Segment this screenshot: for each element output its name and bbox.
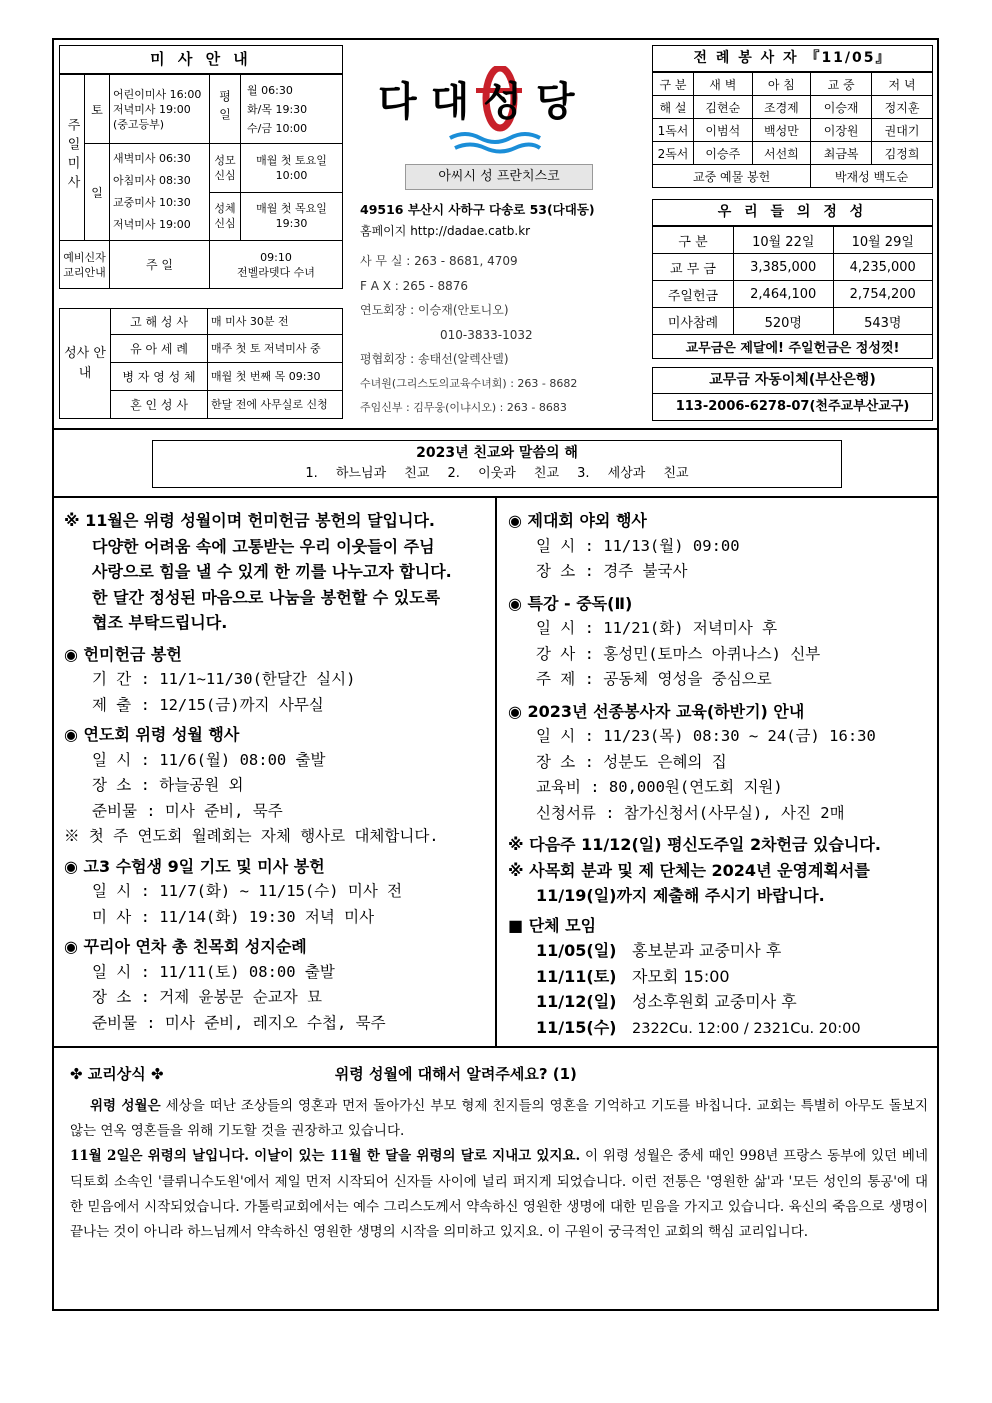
banner-title: 2023년 친교와 말씀의 해 [416,445,578,461]
doctrine-paragraph: 11월 2일은 위령의 날입니다. 이날이 있는 11월 한 달을 위령의 달로 지내고 있지요. 이 위령 성월은 중세 때인 998년 프랑스 동부에 있던 베네딕토회 소속인 '클뤼니수도원'에서 제일 먼저 시작되어 신자들 사이에 널리 퍼지게 되었습니다. 이런 전통은 '영원한 삶'과 '모든 성인의 통공'에 대한 믿음에서 시작되었습니다. 가톨릭교회에서는 예수 그리스도께서 약속하신 영원한 생명에 대한 믿음을 가지고 있습니다. 육신의 죽음으로 생명이 끝나는 것이 아니라 하느님께서 약속하신 영원한 생명의 시작을 의미하고 있지요. 이 구원이 궁극적인 교회의 핵심 교리입니다. [70,1148,928,1241]
divider [52,428,939,430]
parish-name: 다대성당 [378,79,589,125]
sacrament-name: 병 자 영 성 체 [111,363,208,391]
doctrine-label: ✤ 교리상식 ✤ [70,1065,164,1083]
section-title: ◉ 헌미헌금 봉헌 [64,644,182,664]
servers-box [652,45,933,188]
section-line: 강 사 : 홍성민(토마스 아퀴나스) 신부 [536,644,821,663]
elder-leader: 연도회장 : 이승재(안토니오) [360,303,509,317]
section-title: ◉ 꾸리아 연차 총 친목회 성지순례 [64,937,307,956]
section-line: 일 시 : 11/23(목) 08:30 ~ 24(금) 16:30 [536,727,876,745]
parish-homepage: 홈페이지 http://dadae.catb.kr [360,223,531,238]
catechumen-day: 주 일 [110,241,210,289]
parish-fax: F A X : 265 - 8876 [360,278,469,293]
servers-title: 전 례 봉 사 자 『11/05』 [652,45,933,72]
weekday-label: 평일 [210,75,241,144]
parish-info [360,198,646,421]
doctrine-paragraph: 위령 성월은 세상을 떠난 조상들의 영혼과 먼저 돌아가신 부모 형제 친지들의 영혼을 기억하고 기도를 바칩니다. 교회는 특별히 아무도 돌보지 않는 연옥 영혼들을 위해 기도할 것을 권장하고 있습니다. [70,1098,929,1140]
servers-table: 구 분 새 벽 아 침 교 중 저 녁 해 설 김현순 조경제 이승재 정지훈 1독서 이범석 백성만 이장원 권대기 2독서 이승주 서선희 최금복 김정희 교중 예물 봉헌 박재성 백도순 [652,72,933,188]
parish-office: 사 무 실 : 263 - 8681, 4709 [360,254,518,268]
finance-title: 우 리 들 의 정 성 [652,199,933,226]
section-line: 주 제 : 공동체 영성을 중심으로 [536,670,772,688]
sacraments-table [59,308,343,419]
sunday-label: 주일미사 [60,75,85,241]
section-title: ◉ 고3 수험생 9일 기도 및 미사 봉헌 [64,856,325,876]
section-note: 11/19(일)까지 제출해 주시기 바랍니다. [536,886,825,905]
sacrament-name: 고 해 성 사 [111,309,208,335]
finance-box [652,199,933,359]
divider [52,1046,939,1048]
convent: 수녀원(그리스도의교육수녀회) : 263 - 8682 [360,376,578,390]
devotion-cells: 성모 신심 매월 첫 토요일 10:00 성체 신심 매월 첫 목요일 19:30 [210,144,343,241]
intro-line: 다양한 어려움 속에 고통받는 우리 이웃들이 주님 [92,536,435,556]
section-title: ◉ 특강 - 중독(Ⅱ) [508,593,633,613]
autopay-title: 교무금 자동이체(부산은행) [652,367,933,394]
doctrine-section [70,1060,928,1245]
intro-line: 협조 부탁드립니다. [92,613,228,632]
parish-address: 49516 부산시 사하구 다송로 53(다대동) [360,202,595,217]
sun-times: 새벽미사 06:30 아침미사 08:30 교중미사 10:30 저녁미사 19:00 [110,144,210,241]
column-divider [495,496,497,1046]
section-title: ◉ 제대회 야외 행사 [508,511,647,530]
year-banner [152,440,842,488]
section-note: ※ 사목회 분과 및 제 단체는 2024년 운영계획서를 [508,860,870,880]
parish-patron: 아씨시 성 프란치스코 [405,164,593,190]
sacrament-name: 유 아 세 례 [111,335,208,363]
banner-items: 1. 하느님과 친교 2. 이웃과 친교 3. 세상과 친교 [305,466,689,481]
sacrament-name: 혼 인 성 사 [111,391,208,419]
elder-phone: 010-3833-1032 [440,327,533,342]
sun-label: 일 [85,144,110,241]
section-line: 일 시 : 11/7(화) ~ 11/15(수) 미사 전 [92,882,403,900]
meeting-row: 11/11(토) 자모회 15:00 [536,966,730,986]
section-title: ◉ 연도회 위령 성월 행사 [64,725,240,744]
section-line: 장 소 : 하늘공원 외 [92,776,244,794]
section-line: 신청서류 : 참가신청서(사무실), 사진 2매 [536,803,845,822]
doctrine-header [70,1060,928,1088]
section-line: 준비물 : 미사 준비, 레지오 수첩, 묵주 [92,1013,386,1032]
sat-times: 어린이미사 16:00 저녁미사 19:00 (중고등부) [110,75,210,144]
section-line: 일 시 : 11/6(월) 08:00 출발 [92,750,326,769]
finance-table: 구 분 10월 22일 10월 29일 교 무 금 3,385,000 4,235,000 주일헌금 2,464,100 2,754,200 미사참례 520명 543명 교무금은 제달에! 주일헌금은 정성껏! [652,226,933,359]
sacrament-value: 매월 첫 번째 목 09:30 [208,363,343,391]
section-line: 교육비 : 80,000원(연도회 지원) [536,778,783,796]
sat-label: 토 [85,75,110,144]
section-line: 장 소 : 거제 윤봉문 순교자 묘 [92,988,323,1006]
sacrament-value: 매주 첫 토 저녁미사 중 [208,335,343,363]
section-title: ◉ 2023년 선종봉사자 교육(하반기) 안내 [508,701,805,721]
section-line: 제 출 : 12/15(금)까지 사무실 [92,695,324,714]
autopay-account: 113-2006-6278-07(천주교부산교구) [652,394,933,421]
sacraments-label: 성사 안내 [60,309,111,419]
mass-guide [59,45,343,289]
section-line: 일 시 : 11/11(토) 08:00 출발 [92,962,335,981]
meeting-row: 11/15(수) 2322Cu. 12:00 / 2321Cu. 20:00 [536,1017,861,1037]
right-column [508,508,933,1042]
autopay-box [652,367,933,421]
intro-line: 한 달간 정성된 마음으로 나눔을 봉헌할 수 있도록 [92,587,441,607]
section-line: 일 시 : 11/21(화) 저녁미사 후 [536,619,778,637]
meetings-title: ■ 단체 모임 [508,915,597,935]
council-leader: 평협회장 : 송태선(알렉산델) [360,352,509,366]
section-line: 장 소 : 경주 불국사 [536,562,688,580]
weekday-times: 월 06:30 화/목 19:30 수/금 10:00 [241,75,343,144]
intro-line: ※ 11월은 위령 성월이며 헌미헌금 봉헌의 달입니다. [64,511,435,530]
pastor: 주임신부 : 김무웅(이냐시오) : 263 - 8683 [360,401,567,414]
homepage-link[interactable]: http://dadae.catb.kr [410,223,531,238]
sacrament-value: 한달 전에 사무실로 신청 [208,391,343,419]
meeting-row: 11/05(일) 홍보분과 교중미사 후 [536,941,782,960]
section-note: ※ 다음주 11/12(일) 평신도주일 2차헌금 있습니다. [508,835,881,854]
section-line: 일 시 : 11/13(월) 09:00 [536,536,740,555]
intro-line: 사랑으로 힘을 낼 수 있게 한 끼를 나누고자 합니다. [92,562,452,581]
left-column [64,508,489,1036]
mass-guide-title: 미 사 안 내 [59,45,343,74]
section-line: 준비물 : 미사 준비, 묵주 [92,801,283,820]
catechumen-label: 예비신자 교리안내 [60,241,110,289]
sacrament-value: 매 미사 30분 전 [208,309,343,335]
section-line: 기 간 : 11/1~11/30(한달간 실시) [92,670,356,688]
section-line: 미 사 : 11/14(화) 19:30 저녁 미사 [92,907,375,926]
catechumen-time: 09:10 전벨라뎃다 수녀 [210,241,343,289]
section-line: 장 소 : 성분도 은혜의 집 [536,752,727,771]
section-note: ※ 첫 주 연도회 월례회는 자체 행사로 대체합니다. [64,827,439,845]
doctrine-question: 위령 성월에 대해서 알려주세요? (1) [334,1065,577,1083]
meeting-row: 11/12(일) 성소후원회 교중미사 후 [536,992,797,1011]
